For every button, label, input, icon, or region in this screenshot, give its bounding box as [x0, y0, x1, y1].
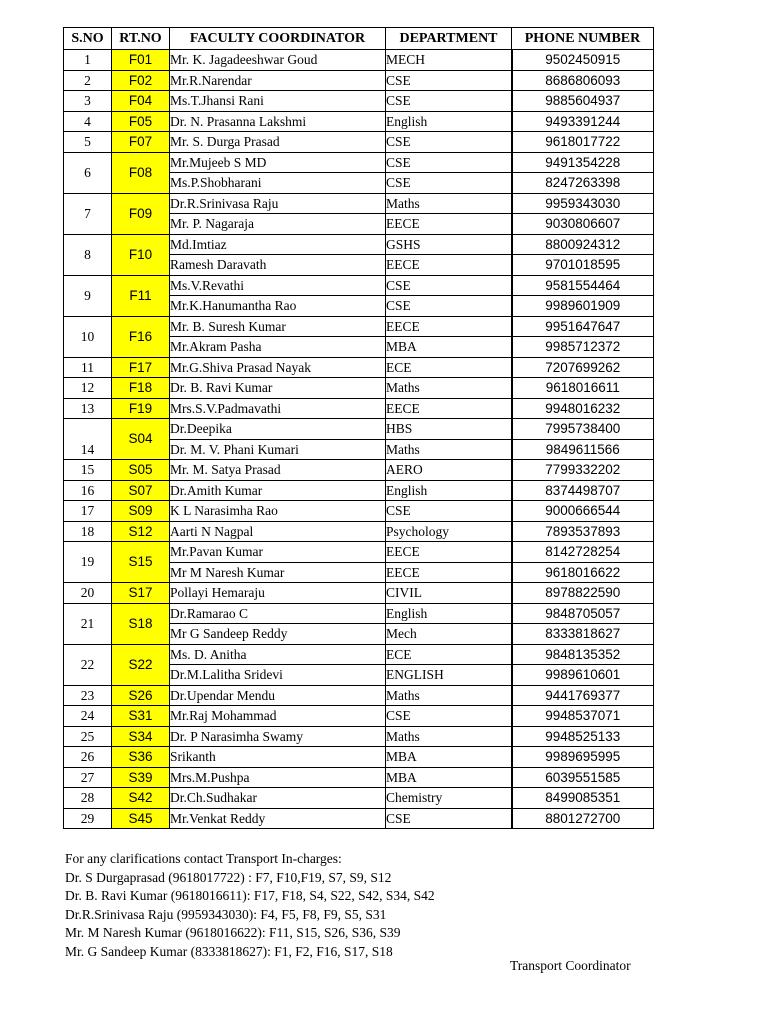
- department-cell: EECE: [386, 214, 512, 235]
- route-number-cell: S09: [112, 501, 170, 522]
- sno-cell: 23: [64, 685, 112, 706]
- phone-number-cell: 6039551585: [512, 767, 654, 788]
- header-phone-number: PHONE NUMBER: [512, 28, 654, 50]
- faculty-name-cell: Mr.Akram Pasha: [170, 337, 386, 358]
- table-row: [64, 419, 654, 440]
- faculty-name-cell: Mr.Raj Mohammad: [170, 706, 386, 727]
- phone-number-cell: 9848135352: [512, 644, 654, 665]
- phone-number-cell: 9959343030: [512, 193, 654, 214]
- header-rt-no: RT.NO: [112, 28, 170, 50]
- route-number-cell: S15: [112, 542, 170, 583]
- phone-number-cell: 9491354228: [512, 152, 654, 173]
- table-row: [64, 132, 654, 153]
- department-cell: English: [386, 480, 512, 501]
- phone-number-cell: 8499085351: [512, 788, 654, 809]
- header-department: DEPARTMENT: [386, 28, 512, 50]
- table-header-row: [64, 28, 654, 50]
- sno-cell: 9: [64, 275, 112, 316]
- route-number-cell: F17: [112, 357, 170, 378]
- phone-number-cell: 9951647647: [512, 316, 654, 337]
- table-row: [64, 70, 654, 91]
- department-cell: CSE: [386, 501, 512, 522]
- sno-cell: 24: [64, 706, 112, 727]
- sno-cell: 22: [64, 644, 112, 685]
- route-number-cell: F07: [112, 132, 170, 153]
- notes-line: Mr. G Sandeep Kumar (8333818627): F1, F2, F16, S17, S18: [65, 943, 393, 959]
- department-cell: MBA: [386, 747, 512, 768]
- route-number-cell: F02: [112, 70, 170, 91]
- route-number-cell: F10: [112, 234, 170, 275]
- phone-number-cell: 9000666544: [512, 501, 654, 522]
- faculty-name-cell: Mr.Pavan Kumar: [170, 542, 386, 563]
- faculty-name-cell: Ms.P.Shobharani: [170, 173, 386, 194]
- department-cell: CSE: [386, 808, 512, 829]
- phone-number-cell: 9030806607: [512, 214, 654, 235]
- department-cell: Maths: [386, 378, 512, 399]
- phone-number-cell: 9985712372: [512, 337, 654, 358]
- phone-number-cell: 9502450915: [512, 50, 654, 71]
- phone-number-cell: 9989610601: [512, 665, 654, 686]
- faculty-name-cell: Mr. B. Suresh Kumar: [170, 316, 386, 337]
- clarification-notes: [65, 850, 435, 961]
- phone-number-cell: 9989695995: [512, 747, 654, 768]
- table-row: [64, 357, 654, 378]
- sno-cell: 25: [64, 726, 112, 747]
- department-cell: English: [386, 111, 512, 132]
- phone-number-cell: 8978822590: [512, 583, 654, 604]
- table-row: [64, 706, 654, 727]
- department-cell: CSE: [386, 173, 512, 194]
- table-row: [64, 378, 654, 399]
- faculty-name-cell: Mr. P. Nagaraja: [170, 214, 386, 235]
- sno-cell: 17: [64, 501, 112, 522]
- department-cell: Maths: [386, 685, 512, 706]
- sno-cell: 13: [64, 398, 112, 419]
- faculty-name-cell: Mr.Mujeeb S MD: [170, 152, 386, 173]
- phone-number-cell: 7995738400: [512, 419, 654, 440]
- sno-cell: 26: [64, 747, 112, 768]
- faculty-name-cell: Dr.Amith Kumar: [170, 480, 386, 501]
- department-cell: Mech: [386, 624, 512, 645]
- phone-number-cell: 7893537893: [512, 521, 654, 542]
- department-cell: ECE: [386, 644, 512, 665]
- department-cell: CSE: [386, 132, 512, 153]
- department-cell: CSE: [386, 275, 512, 296]
- faculty-name-cell: Mr. M. Satya Prasad: [170, 460, 386, 481]
- department-cell: Maths: [386, 439, 512, 460]
- faculty-name-cell: Dr.Ramarao C: [170, 603, 386, 624]
- sno-cell: 12: [64, 378, 112, 399]
- faculty-name-cell: Ramesh Daravath: [170, 255, 386, 276]
- faculty-name-cell: Dr.R.Srinivasa Raju: [170, 193, 386, 214]
- sno-cell: 15: [64, 460, 112, 481]
- signature-title: Transport Coordinator: [510, 958, 631, 973]
- table-row: [64, 111, 654, 132]
- sno-cell: 7: [64, 193, 112, 234]
- table-row: [64, 275, 654, 296]
- department-cell: AERO: [386, 460, 512, 481]
- phone-number-cell: 7799332202: [512, 460, 654, 481]
- route-number-cell: F05: [112, 111, 170, 132]
- phone-number-cell: 8800924312: [512, 234, 654, 255]
- department-cell: EECE: [386, 316, 512, 337]
- route-number-cell: F19: [112, 398, 170, 419]
- route-number-cell: S36: [112, 747, 170, 768]
- phone-number-cell: 8247263398: [512, 173, 654, 194]
- table-row: [64, 808, 654, 829]
- department-cell: Maths: [386, 726, 512, 747]
- phone-number-cell: 8374498707: [512, 480, 654, 501]
- sno-cell: 4: [64, 111, 112, 132]
- sno-cell: 20: [64, 583, 112, 604]
- table-row: [64, 480, 654, 501]
- table-row: [64, 603, 654, 624]
- department-cell: MBA: [386, 767, 512, 788]
- phone-number-cell: 9441769377: [512, 685, 654, 706]
- phone-number-cell: 8801272700: [512, 808, 654, 829]
- route-number-cell: S17: [112, 583, 170, 604]
- department-cell: ECE: [386, 357, 512, 378]
- phone-number-cell: 8142728254: [512, 542, 654, 563]
- route-number-cell: S34: [112, 726, 170, 747]
- table-row: [64, 316, 654, 337]
- phone-number-cell: 9493391244: [512, 111, 654, 132]
- department-cell: English: [386, 603, 512, 624]
- faculty-name-cell: Dr. M. V. Phani Kumari: [170, 439, 386, 460]
- faculty-name-cell: Mr.R.Narendar: [170, 70, 386, 91]
- faculty-name-cell: Mr M Naresh Kumar: [170, 562, 386, 583]
- faculty-name-cell: Srikanth: [170, 747, 386, 768]
- faculty-name-cell: Dr.Ch.Sudhakar: [170, 788, 386, 809]
- notes-line: Mr. M Naresh Kumar (9618016622): F11, S15, S26, S36, S39: [65, 925, 401, 940]
- route-number-cell: F09: [112, 193, 170, 234]
- sno-cell: 21: [64, 603, 112, 644]
- faculty-name-cell: Mr.K.Hanumantha Rao: [170, 296, 386, 317]
- table-row: [64, 542, 654, 563]
- department-cell: Maths: [386, 193, 512, 214]
- faculty-name-cell: Dr.M.Lalitha Sridevi: [170, 665, 386, 686]
- sno-cell: 6: [64, 152, 112, 193]
- header-faculty-coordinator: FACULTY COORDINATOR: [170, 28, 386, 50]
- route-number-cell: F18: [112, 378, 170, 399]
- department-cell: EECE: [386, 562, 512, 583]
- faculty-name-cell: K L Narasimha Rao: [170, 501, 386, 522]
- sno-cell: 5: [64, 132, 112, 153]
- sno-cell: 18: [64, 521, 112, 542]
- faculty-name-cell: Md.Imtiaz: [170, 234, 386, 255]
- faculty-name-cell: Mr.G.Shiva Prasad Nayak: [170, 357, 386, 378]
- route-number-cell: F01: [112, 50, 170, 71]
- route-number-cell: S05: [112, 460, 170, 481]
- faculty-name-cell: Mr. K. Jagadeeshwar Goud: [170, 50, 386, 71]
- table-body: [64, 50, 654, 829]
- table-row: [64, 234, 654, 255]
- route-number-cell: S31: [112, 706, 170, 727]
- route-number-cell: S07: [112, 480, 170, 501]
- department-cell: CSE: [386, 296, 512, 317]
- sno-cell: 29: [64, 808, 112, 829]
- sno-cell: 11: [64, 357, 112, 378]
- department-cell: ENGLISH: [386, 665, 512, 686]
- table-row: [64, 193, 654, 214]
- route-number-cell: F04: [112, 91, 170, 112]
- table-row: [64, 91, 654, 112]
- phone-number-cell: 9701018595: [512, 255, 654, 276]
- phone-number-cell: 9618017722: [512, 132, 654, 153]
- department-cell: EECE: [386, 398, 512, 419]
- table-row: [64, 460, 654, 481]
- table-row: [64, 152, 654, 173]
- department-cell: EECE: [386, 542, 512, 563]
- department-cell: GSHS: [386, 234, 512, 255]
- department-cell: EECE: [386, 255, 512, 276]
- route-number-cell: S22: [112, 644, 170, 685]
- faculty-name-cell: Aarti N Nagpal: [170, 521, 386, 542]
- table-row: [64, 726, 654, 747]
- route-number-cell: F08: [112, 152, 170, 193]
- sno-cell: 27: [64, 767, 112, 788]
- route-number-cell: S04: [112, 419, 170, 460]
- table-row: [64, 398, 654, 419]
- sno-cell: 19: [64, 542, 112, 583]
- route-number-cell: S18: [112, 603, 170, 644]
- faculty-name-cell: Mrs.M.Pushpa: [170, 767, 386, 788]
- faculty-name-cell: Dr. B. Ravi Kumar: [170, 378, 386, 399]
- sno-cell: 2: [64, 70, 112, 91]
- route-number-cell: S42: [112, 788, 170, 809]
- sno-cell: 28: [64, 788, 112, 809]
- faculty-name-cell: Mr.Venkat Reddy: [170, 808, 386, 829]
- phone-number-cell: 7207699262: [512, 357, 654, 378]
- table-row: [64, 50, 654, 71]
- faculty-name-cell: Dr.Deepika: [170, 419, 386, 440]
- phone-number-cell: 9848705057: [512, 603, 654, 624]
- faculty-name-cell: Dr.Upendar Mendu: [170, 685, 386, 706]
- route-number-cell: S45: [112, 808, 170, 829]
- sno-cell: 14: [64, 419, 112, 460]
- faculty-name-cell: Pollayi Hemaraju: [170, 583, 386, 604]
- faculty-name-cell: Ms.V.Revathi: [170, 275, 386, 296]
- faculty-name-cell: Mr G Sandeep Reddy: [170, 624, 386, 645]
- phone-number-cell: 8686806093: [512, 70, 654, 91]
- table-row: [64, 501, 654, 522]
- department-cell: MBA: [386, 337, 512, 358]
- route-number-cell: S26: [112, 685, 170, 706]
- faculty-name-cell: Mr. S. Durga Prasad: [170, 132, 386, 153]
- notes-line: Dr. S Durgaprasad (9618017722) : F7, F10,F19, S7, S9, S12: [65, 869, 392, 885]
- route-number-cell: F11: [112, 275, 170, 316]
- phone-number-cell: 9948016232: [512, 398, 654, 419]
- route-number-cell: F16: [112, 316, 170, 357]
- department-cell: Psychology: [386, 521, 512, 542]
- table-row: [64, 521, 654, 542]
- department-cell: CSE: [386, 70, 512, 91]
- phone-number-cell: 9581554464: [512, 275, 654, 296]
- sno-cell: 16: [64, 480, 112, 501]
- phone-number-cell: 9618016611: [512, 378, 654, 399]
- transport-coordinator-table: [63, 27, 654, 829]
- header-sno: S.NO: [64, 28, 112, 50]
- faculty-name-cell: Dr. P Narasimha Swamy: [170, 726, 386, 747]
- notes-line: Dr. B. Ravi Kumar (9618016611): F17, F18, S4, S22, S42, S34, S42: [65, 888, 435, 903]
- department-cell: CSE: [386, 91, 512, 112]
- phone-number-cell: 9885604937: [512, 91, 654, 112]
- route-number-cell: S39: [112, 767, 170, 788]
- notes-line: Dr.R.Srinivasa Raju (9959343030): F4, F5, F8, F9, S5, S31: [65, 906, 387, 922]
- faculty-name-cell: Ms.T.Jhansi Rani: [170, 91, 386, 112]
- department-cell: CIVIL: [386, 583, 512, 604]
- table-row: [64, 644, 654, 665]
- table-row: [64, 685, 654, 706]
- department-cell: CSE: [386, 152, 512, 173]
- sno-cell: 10: [64, 316, 112, 357]
- table-row: [64, 767, 654, 788]
- department-cell: CSE: [386, 706, 512, 727]
- faculty-name-cell: Ms. D. Anitha: [170, 644, 386, 665]
- phone-number-cell: 9618016622: [512, 562, 654, 583]
- faculty-name-cell: Dr. N. Prasanna Lakshmi: [170, 111, 386, 132]
- table-row: [64, 747, 654, 768]
- notes-intro: For any clarifications contact Transport In-charges:: [65, 851, 342, 866]
- phone-number-cell: 9849611566: [512, 439, 654, 460]
- department-cell: MECH: [386, 50, 512, 71]
- phone-number-cell: 9989601909: [512, 296, 654, 317]
- sno-cell: 8: [64, 234, 112, 275]
- phone-number-cell: 9948525133: [512, 726, 654, 747]
- table-row: [64, 788, 654, 809]
- sno-cell: 3: [64, 91, 112, 112]
- faculty-name-cell: Mrs.S.V.Padmavathi: [170, 398, 386, 419]
- phone-number-cell: 9948537071: [512, 706, 654, 727]
- sno-cell: 1: [64, 50, 112, 71]
- department-cell: Chemistry: [386, 788, 512, 809]
- table-row: [64, 583, 654, 604]
- route-number-cell: S12: [112, 521, 170, 542]
- department-cell: HBS: [386, 419, 512, 440]
- phone-number-cell: 8333818627: [512, 624, 654, 645]
